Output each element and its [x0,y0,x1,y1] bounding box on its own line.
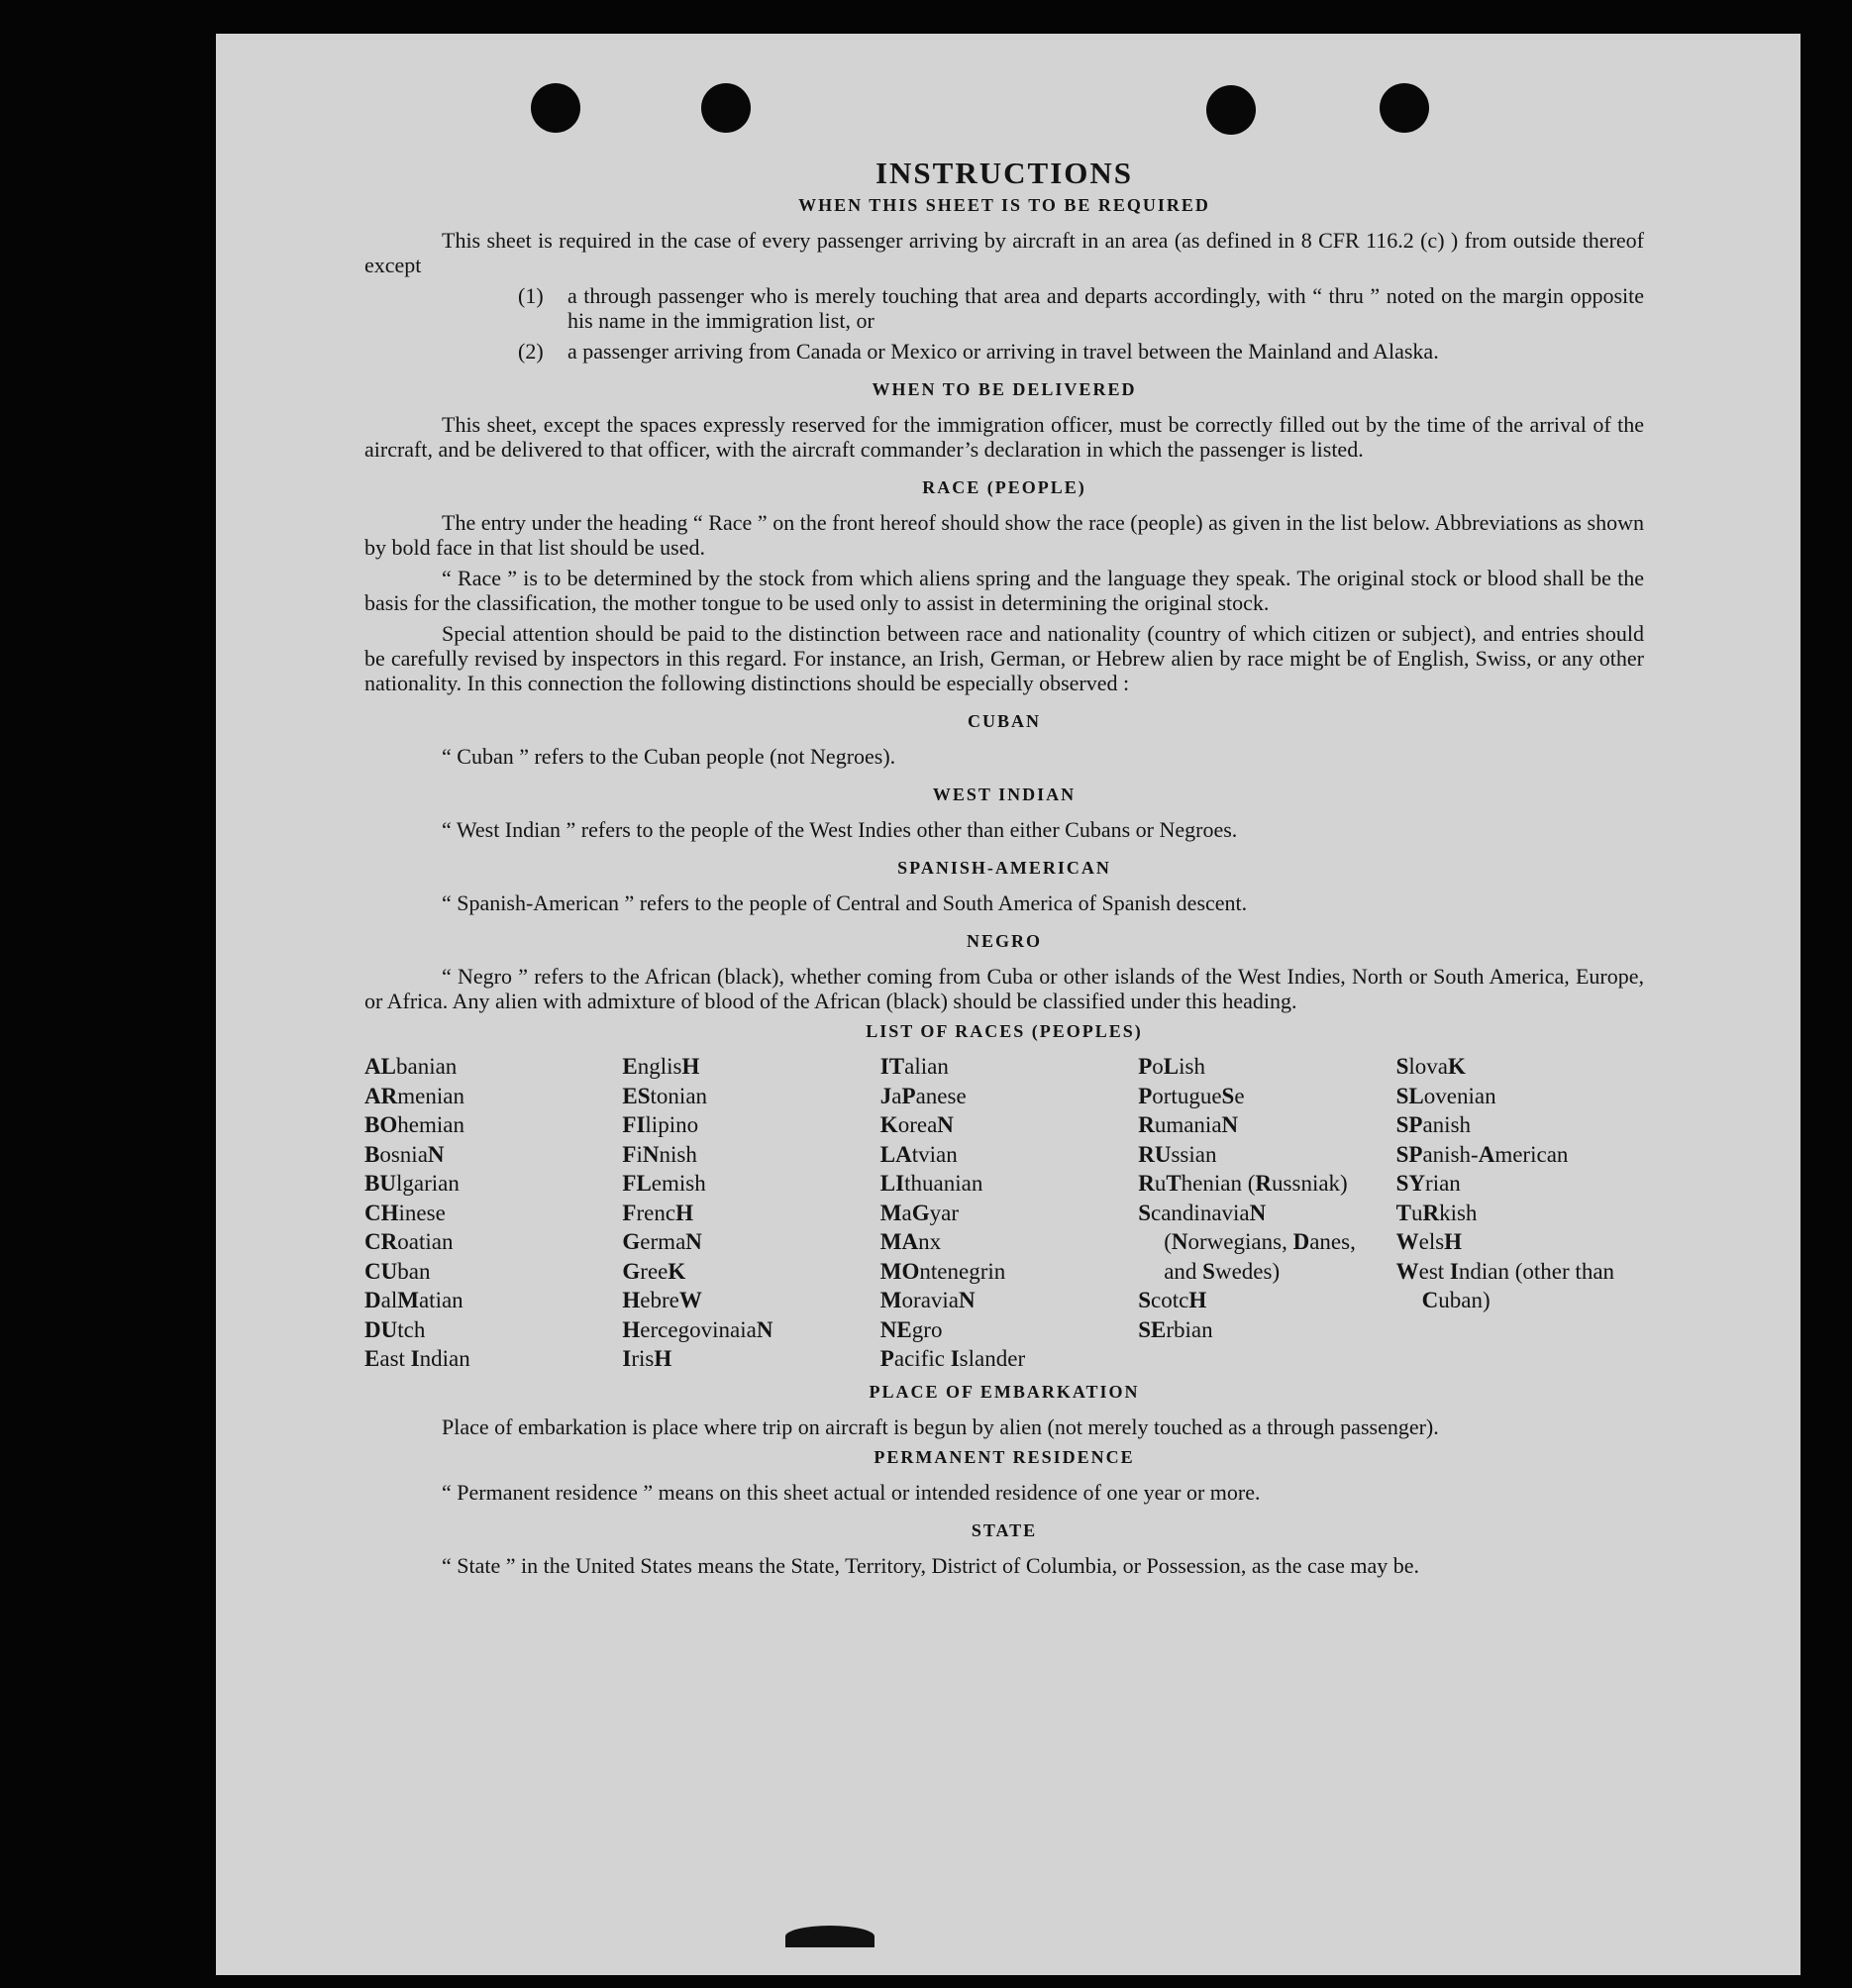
race-entry: EnglisH [622,1054,700,1079]
races-column-1 [364,1052,612,1374]
race-entry: SPanish [1395,1112,1472,1137]
race-entry: NEgro [879,1316,943,1342]
west-indian-text: “ West Indian ” refers to the people of the West Indies other than either Cubans or Negroes. [442,817,1238,842]
race-entry: SLovenian [1395,1083,1496,1108]
race-paragraph-3: Special attention should be paid to the distinction between race and nationality (country of which citizen or subject), and entries should be carefully revised by inspectors in this regard. For instance, an Irish, German, or Hebrew alien by race might be of English, Swiss, or any other nationality. In this connection the following distinctions should be especially observed : [364,621,1644,695]
punch-hole [1380,83,1429,133]
exception-number: (2) [518,339,544,364]
race-entry: ScandinaviaN (Norwegians, Danes, and Swedes) [1138,1200,1356,1284]
embarkation-text: Place of embarkation is place where trip on aircraft is begun by alien (not merely touched as a through passenger). [442,1413,1439,1439]
race-entry: HebreW [622,1288,702,1312]
race-entry: BOhemian [364,1112,464,1137]
race-entry: East Indian [364,1346,470,1371]
race-entry: ARmenian [364,1083,464,1108]
races-column-4 [1138,1052,1386,1374]
page-title: INSTRUCTIONS [875,156,1133,190]
race-entry: EStonian [622,1083,708,1108]
race-entry: BosniaN [364,1141,445,1167]
race-entry: KoreaN [879,1112,954,1137]
race-entry: SlovaK [1395,1054,1466,1079]
race-entry: LIthuanian [879,1171,983,1196]
race-entry: FLemish [622,1171,706,1196]
race-entry: FIlipino [622,1112,699,1137]
exception-text: a through passenger who is merely touching that area and departs accordingly, with “ thru ” noted on the margin opposite his name in the immigration list, or [567,283,1644,333]
cuban-text: “ Cuban ” refers to the Cuban people (not Negroes). [442,744,896,769]
race-entry: PoLish [1138,1054,1205,1079]
race-entry: SPanish-American [1395,1141,1569,1167]
spanish-american-text: “ Spanish-American ” refers to the people of Central and South America of Spanish descent. [442,890,1248,915]
race-entry: RuThenian (Russniak) [1138,1171,1348,1196]
state-text: “ State ” in the United States means the State, Territory, District of Columbia, or Possession, as the case may be. [442,1552,1420,1578]
section-heading-spanish-american: SPANISH-AMERICAN [897,858,1111,878]
race-entry: ITalian [879,1054,949,1079]
race-entry: WelsH [1395,1229,1463,1254]
race-entry: ALbanian [364,1054,458,1079]
race-entry: GreeK [622,1258,686,1284]
section-heading-negro: NEGRO [966,931,1042,951]
document-sheet [216,34,1801,1975]
exception-text: a passenger arriving from Canada or Mexico or arriving in travel between the Mainland and Alaska. [567,339,1439,364]
punch-hole [1206,85,1256,135]
race-entry: CRoatian [364,1229,454,1254]
race-entry: CUban [364,1258,431,1284]
section-heading-embarkation: PLACE OF EMBARKATION [869,1381,1140,1402]
race-entry: TuRkish [1395,1200,1478,1225]
race-entry: MOntenegrin [879,1258,1006,1284]
negro-text: “ Negro ” refers to the African (black), whether coming from Cuba or other islands of the West Indies, North or South America, Europe, or Africa. Any alien with admixture of blood of the African (black) should be classified under this heading. [364,964,1644,1013]
section-heading-when-delivered: WHEN TO BE DELIVERED [872,379,1137,399]
section-heading-race: RACE (PEOPLE) [922,477,1086,497]
race-entry: HercegovinaiaN [622,1316,773,1342]
race-entry: JaPanese [879,1083,967,1108]
punch-hole [531,83,580,133]
race-entry: DalMatian [364,1288,463,1312]
races-list [364,1052,1644,1374]
races-column-5 [1396,1052,1644,1374]
race-entry: FiNnish [622,1141,697,1167]
race-paragraph-1: The entry under the heading “ Race ” on the front hereof should show the race (people) as given in the list below. Abbreviations as shown by bold face in that list should be used. [364,510,1644,560]
race-entry: FrencH [622,1200,693,1225]
race-entry: BUlgarian [364,1171,460,1196]
race-entry: CHinese [364,1200,446,1225]
tear-mark [785,1926,875,1947]
race-entry: LAtvian [879,1141,958,1167]
race-entry: RumaniaN [1138,1112,1239,1137]
section-heading-when-required: WHEN THIS SHEET IS TO BE REQUIRED [798,195,1210,215]
race-entry: PortugueSe [1138,1083,1245,1108]
races-column-3 [880,1052,1128,1374]
race-entry: MAnx [879,1229,942,1254]
race-entry: ScotcH [1138,1288,1207,1312]
race-entry: DUtch [364,1316,426,1342]
race-entry: MaGyar [879,1200,960,1225]
race-entry: IrisH [622,1346,672,1371]
section-heading-list-of-races: LIST OF RACES (PEOPLES) [866,1021,1143,1041]
punch-hole [701,83,751,133]
exception-item [518,283,1644,333]
section-heading-west-indian: WEST INDIAN [932,785,1077,804]
section-heading-residence: PERMANENT RESIDENCE [874,1446,1135,1467]
race-entry: Pacific Islander [879,1346,1026,1371]
section-heading-state: STATE [971,1519,1038,1540]
race-entry: GermaN [622,1229,702,1254]
when-delivered-text: This sheet, except the spaces expressly reserved for the immigration officer, must be correctly filled out by the time of the arrival of the aircraft, and be delivered to that officer, with the aircraft commander’s declaration in which the passenger is listed. [364,412,1644,462]
exception-number: (1) [518,283,544,308]
instructions-content [364,156,1644,1584]
race-entry: SErbian [1138,1316,1213,1342]
section-heading-cuban: CUBAN [967,711,1041,731]
when-required-intro: This sheet is required in the case of every passenger arriving by aircraft in an area (as defined in 8 CFR 116.2 (c) ) from outside thereof except [364,228,1644,277]
residence-text: “ Permanent residence ” means on this sheet actual or intended residence of one year or more. [442,1479,1261,1505]
race-entry: MoraviaN [879,1288,976,1312]
race-entry: SYrian [1395,1171,1461,1196]
races-column-2 [622,1052,870,1374]
exception-item [518,339,1644,364]
race-paragraph-2: “ Race ” is to be determined by the stock from which aliens spring and the language they speak. The original stock or blood shall be the basis for the classification, the mother tongue to be used only to assist in determining the original stock. [364,566,1644,615]
race-entry: RUssian [1138,1141,1217,1167]
race-entry: West Indian (other than Cuban) [1395,1258,1615,1312]
